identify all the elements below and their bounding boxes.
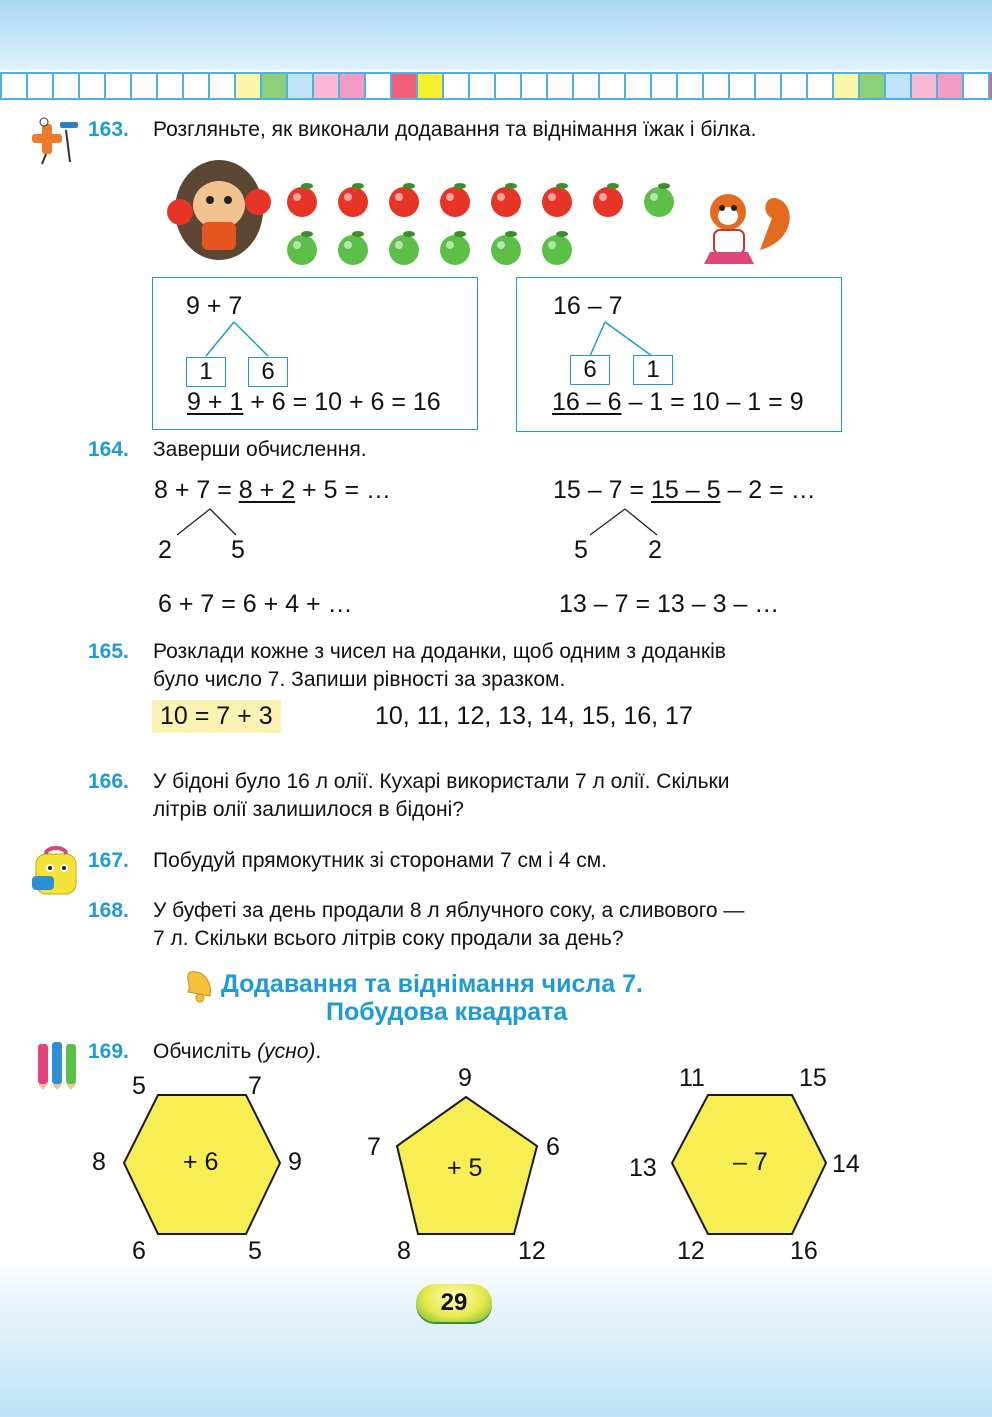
hexagon2-label-bottom-left: 12 [677,1237,705,1265]
ex169-hint: (усно) [257,1040,316,1063]
pentagon-label-right: 6 [546,1133,560,1161]
lesson-heading-line1: Додавання та віднімання числа 7. [221,970,643,998]
ex168-number: 168. [88,899,129,922]
pentagon-label-top: 9 [458,1064,472,1092]
ex166-line1: У бідоні було 16 л олії. Кухарі використали 7 л олії. Скільки [153,770,730,793]
hexagon1-operation: + 6 [183,1148,219,1176]
ex166-number: 166. [88,770,129,793]
hedgehog-expression: 9 + 7 [186,292,243,320]
ex164-a-split-2: 5 [231,536,245,564]
ex165-numbers: 10, 11, 12, 13, 14, 15, 16, 17 [375,702,693,730]
squirrel-cell-1: 6 [570,355,610,385]
ex164-a-pre: 8 + 7 = [154,476,239,504]
ex165-line1: Розклади кожне з чисел на доданки, щоб одним з доданків [153,640,726,663]
ex165-line2: було число 7. Запиши рівності за зразком. [153,668,566,691]
hexagon2-operation: – 7 [733,1148,768,1176]
ex164-b-split-2: 2 [648,536,662,564]
ex163-text: Розгляньте, як виконали додавання та віднімання їжак і білка. [153,118,757,141]
squirrel-expression: 16 – 7 [553,292,623,320]
hexagon1-label-bottom-right: 5 [248,1237,262,1265]
ex169-number: 169. [88,1040,129,1063]
hexagon2-label-bottom-right: 16 [790,1237,818,1265]
squirrel-eq-underlined: 16 – 6 [552,388,622,416]
hexagon1-label-right: 9 [288,1148,302,1176]
hedgehog-eq-rest: + 6 = 10 + 6 = 16 [243,388,441,416]
hedgehog-eq-underlined: 9 + 1 [187,388,244,416]
ex167-number: 167. [88,849,129,872]
ex164-b-underlined: 15 – 5 [651,476,721,504]
hexagon2-label-right: 14 [832,1150,860,1178]
hedgehog-cell-1: 1 [186,357,226,387]
pentagon-operation: + 5 [447,1154,483,1182]
ex167-text: Побудуй прямокутник зі сторонами 7 см і 4 см. [153,849,608,872]
hexagon2-label-top-right: 15 [799,1064,827,1092]
ex168-line2: 7 л. Скільки всього літрів соку продали за день? [153,927,624,950]
pentagon-label-bottom-right: 12 [518,1237,546,1265]
squirrel-cell-2: 1 [633,355,673,385]
ex163-number: 163. [88,118,129,141]
ex164-number: 164. [88,438,129,461]
ex164-equation-d: 13 – 7 = 13 – 3 – … [559,590,780,618]
hexagon2-label-left: 13 [629,1154,657,1182]
squirrel-eq-rest: – 1 = 10 – 1 = 9 [621,388,804,416]
ex165-sample: 10 = 7 + 3 [152,700,281,733]
hexagon1-label-top-right: 7 [248,1072,262,1100]
ex168-line1: У буфеті за день продали 8 л яблучного соку, а сливового — [153,899,745,922]
hexagon1-label-top-left: 5 [132,1072,146,1100]
ex164-equation-c: 6 + 7 = 6 + 4 + … [158,590,353,618]
ex169-text-main: Обчисліть [153,1040,258,1063]
pentagon-label-bottom-left: 8 [397,1237,411,1265]
hedgehog-cell-2: 6 [248,357,288,387]
ex166-line2: літрів олії залишилося в бідоні? [153,798,464,821]
ex165-number: 165. [88,640,129,663]
ex164-b-split-1: 5 [574,536,588,564]
ex164-a-underlined: 8 + 2 [238,476,296,504]
ex164-b-pre: 15 – 7 = [553,476,651,504]
hexagon1-label-left: 8 [92,1148,106,1176]
hexagon1-label-bottom-left: 6 [132,1237,146,1265]
pentagon-label-left: 7 [367,1133,381,1161]
hexagon2-label-top-left: 11 [679,1064,705,1092]
ex164-text: Заверши обчислення. [153,438,367,461]
lesson-heading-line2: Побудова квадрата [326,998,568,1026]
ex164-a-post: + 5 = … [295,476,391,504]
page-number: 29 [416,1284,492,1322]
ex169-text-tail: . [315,1040,322,1063]
ex164-a-split-1: 2 [158,536,172,564]
ex164-b-post: – 2 = … [720,476,816,504]
